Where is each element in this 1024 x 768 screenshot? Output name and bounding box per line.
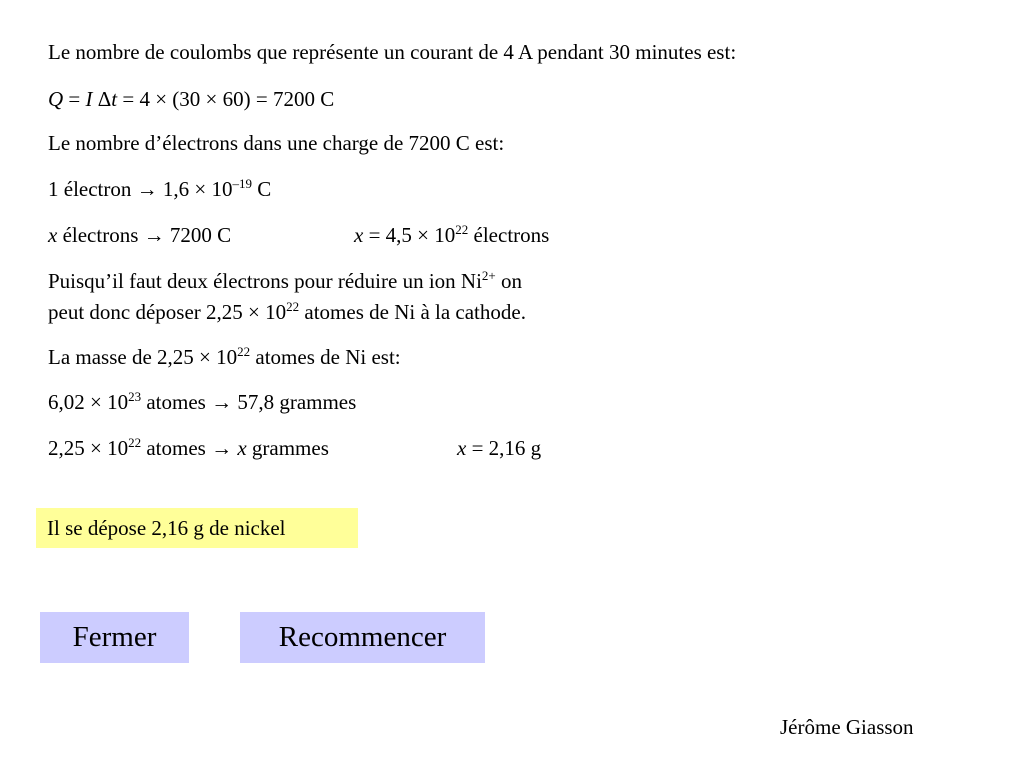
line-coulombs-intro: Le nombre de coulombs que représente un courant de 4 A pendant 30 minutes est: [48,40,737,64]
line-electrons-proportion: x électrons → 7200 C $x = 4,5 \times 10^{22}$ électrons [48,220,648,250]
line-avogadro: $6,02 \times 10^{23}$ atomes → 57,8 grammes [48,389,357,414]
line-mass-proportion: $2,25 \times 10^{22}$ atomes → x grammes x = 2,16 g [48,433,648,463]
restart-button[interactable]: Recommencer [240,612,485,663]
line-charge-formula: Q = I Δt = 4 × (30 × 60) = 7200 C [48,87,335,111]
line-mass-intro: La masse de $2,25 \times 10^{22}$ atomes de Ni est: [48,344,401,369]
line-nickel-ion-a: Puisqu’il faut deux électrons pour réduire un ion $Ni^{2+}$ on [48,268,522,293]
electrons-result: $x = 4,5 \times 10^{22}$ électrons [354,222,550,247]
line-nickel-ion-b: peut donc déposer $2,25 \times 10^{22}$ atomes de Ni à la cathode. [48,299,526,324]
author-credit: Jérôme Giasson [780,715,914,739]
close-button[interactable]: Fermer [40,612,189,663]
line-electron-charge: 1 électron → $1,6 \times 10^{-19}$ C [48,176,272,201]
answer-box: Il se dépose 2,16 g de nickel [36,508,358,548]
line-electrons-intro: Le nombre d’électrons dans une charge de 7200 C est: [48,131,505,155]
mass-result: x = 2,16 g [457,436,542,460]
